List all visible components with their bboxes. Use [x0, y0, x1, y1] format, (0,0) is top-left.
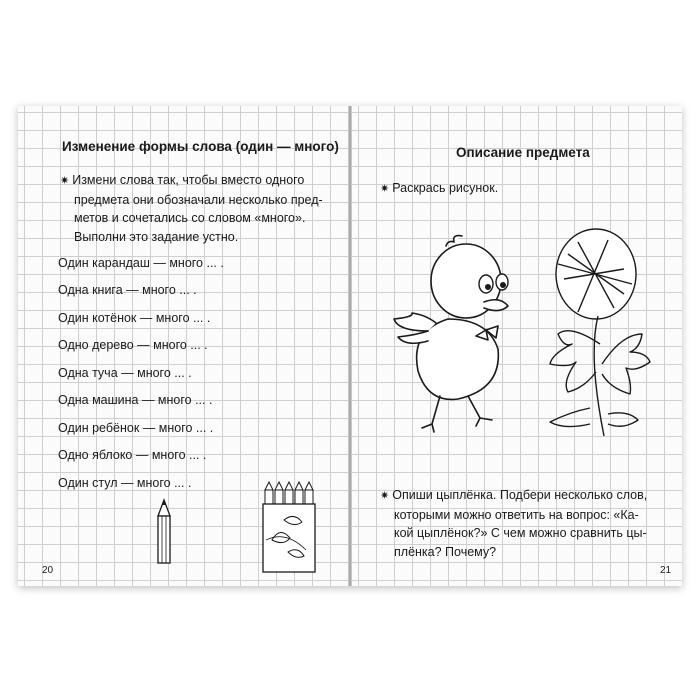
right-task-describe: [380, 486, 680, 561]
right-task-coloring: [380, 179, 498, 199]
exercise-line: Одно яблоко — много ... .: [58, 448, 207, 462]
dandelion-drawing: [538, 224, 658, 454]
task-line: Опиши цыплёнка. Подбери несколько слов,: [392, 488, 648, 502]
task-text: Раскрась рисунок.: [392, 181, 499, 195]
pencil-icon: [152, 498, 176, 568]
page-number-right: 21: [660, 565, 672, 576]
left-instruction: [60, 171, 345, 246]
exercise-line: Один карандаш — много ... .: [58, 256, 224, 270]
right-page-title: Описание предмета: [456, 145, 590, 160]
exercise-line: Один котёнок — много ... .: [58, 311, 211, 325]
left-page-title: Изменение формы слова (один — много): [62, 139, 339, 154]
instruction-line: предмета они обозначали несколько пред-: [74, 192, 323, 207]
instruction-line: Выполни это задание устно.: [74, 229, 239, 244]
pencil-box-icon: [262, 480, 322, 574]
left-page: [18, 106, 348, 586]
task-line: кой цыплёнок?» С чем можно сравнить цы-: [394, 526, 647, 540]
instruction-line: метов и сочетались со словом «много».: [74, 211, 306, 225]
asterisk-icon: ✷: [380, 183, 390, 195]
chick-drawing: [388, 236, 528, 436]
page-number-left: 20: [42, 565, 54, 576]
asterisk-icon: ✷: [60, 175, 70, 187]
exercise-line: Один стул — много ... .: [58, 476, 192, 490]
asterisk-icon: ✷: [380, 490, 390, 502]
exercise-line: Одна книга — много ... .: [58, 283, 197, 297]
right-page: [352, 106, 682, 586]
exercise-line: Одна туча — много ... .: [58, 366, 192, 380]
task-line: которыми можно ответить на вопрос: «Ка-: [394, 507, 639, 522]
open-workbook: [18, 106, 682, 586]
exercise-line: Один ребёнок — много ... .: [58, 421, 214, 435]
instruction-line: Измени слова так, чтобы вместо одного: [72, 173, 305, 187]
exercise-line: Одно дерево — много ... .: [58, 338, 208, 352]
exercise-line: Одна машина — много ... .: [58, 393, 213, 407]
task-line: плёнка? Почему?: [394, 544, 497, 559]
